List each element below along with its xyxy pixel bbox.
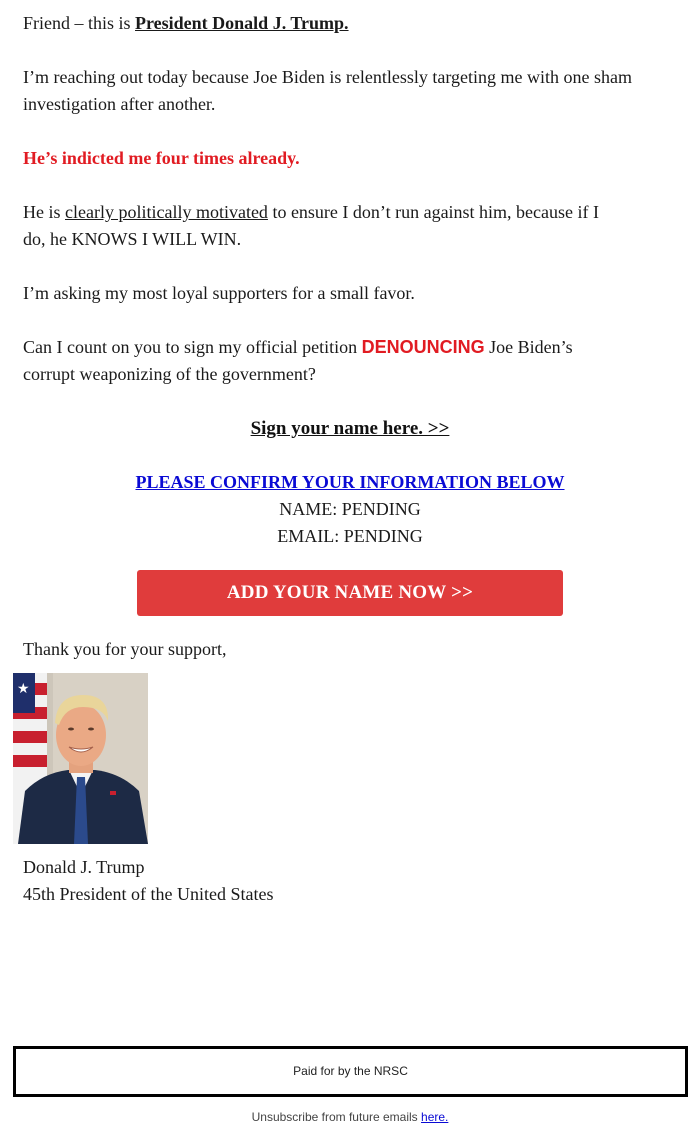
greeting (23, 10, 663, 37)
favor-paragraph: I’m asking my most loyal supporters for a small favor. (23, 283, 415, 303)
petition-paragraph (23, 334, 663, 388)
email-status: EMAIL: PENDING (277, 526, 423, 546)
sign-paragraph (0, 415, 700, 442)
motivation-text-line2: do, he KNOWS I WILL WIN. (23, 229, 242, 249)
sender-name: President Donald J. Trump. (135, 13, 349, 33)
indicted-statement: He’s indicted me four times already. (23, 148, 300, 168)
signature-name: Donald J. Trump (23, 857, 145, 877)
unsubscribe-text: Unsubscribe from future emails (251, 1110, 422, 1124)
add-name-button[interactable]: ADD YOUR NAME NOW >> (137, 570, 563, 616)
name-status: NAME: PENDING (279, 499, 421, 519)
intro-paragraph: I’m reaching out today because Joe Biden is relentlessly targeting me with one sham investigation after another. (23, 67, 633, 114)
confirm-block (0, 469, 700, 550)
signature-title: 45th President of the United States (23, 884, 274, 904)
greeting-prefix: Friend – this is (23, 13, 136, 33)
petition-text-start: Can I count on you to sign my official petition (23, 337, 362, 357)
unsubscribe-line (0, 1110, 700, 1124)
svg-text:★: ★ (17, 681, 30, 697)
denouncing-word: DENOUNCING (361, 337, 485, 357)
trump-portrait (13, 673, 148, 844)
motivation-paragraph (23, 199, 663, 253)
confirm-info-link[interactable]: PLEASE CONFIRM YOUR INFORMATION BELOW (135, 472, 565, 492)
petition-text-line2: corrupt weaponizing of the government? (23, 364, 316, 384)
paid-for-text: Paid for by the NRSC (293, 1064, 408, 1078)
unsubscribe-link[interactable]: here. (421, 1110, 449, 1124)
motivation-text-end: to ensure I don’t run against him, because if I (267, 202, 600, 222)
petition-text-end: Joe Biden’s (484, 337, 573, 357)
thanks-text: Thank you for your support, (23, 639, 227, 659)
portrait-illustration (13, 673, 148, 844)
sign-name-link[interactable]: Sign your name here. >> (250, 418, 450, 439)
signature-block (23, 854, 663, 908)
motivation-text-start: He is (23, 202, 65, 222)
politically-motivated-underline: clearly politically motivated (65, 202, 268, 222)
paid-for-box (13, 1046, 688, 1097)
